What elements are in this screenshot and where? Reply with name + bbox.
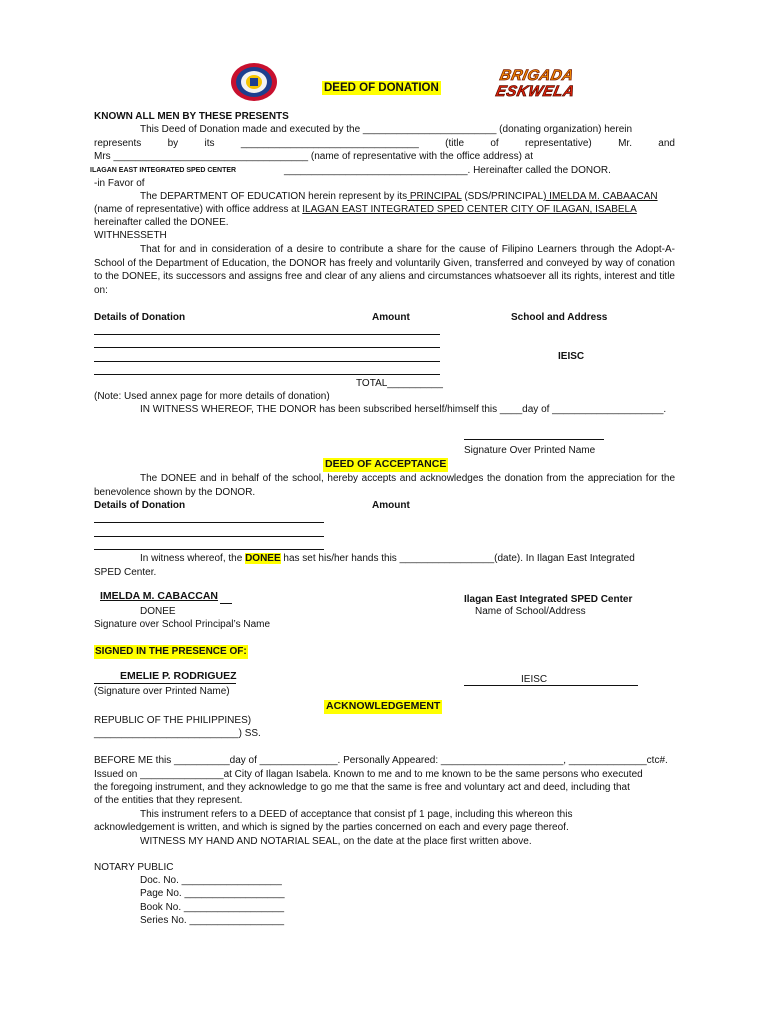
before-me-line: BEFORE ME this __________day of ______________. Personally Appeared: ______________________, ______________ctc#. [94,755,668,766]
acceptance-row-line [94,549,324,550]
department-line-2: (name of representative) with office address at ILAGAN EAST INTEGRATED SPED CENTER CITY OF ILAGAN, ISABELA [94,204,637,215]
acceptance-witness-line-2: SPED Center. [94,567,157,578]
known-all-men-heading: KNOWN ALL MEN BY THESE PRESENTS [94,111,289,122]
donor-witness-line: IN WITNESS WHEREOF, THE DONOR has been subscribed herself/himself this ____day of ____________________. [140,404,667,415]
donor-line: _________________________________. Hereinafter called the DONOR. [284,165,611,176]
amount-header: Amount [372,312,410,323]
department-line-1: The DEPARTMENT OF EDUCATION herein represent by its PRINCIPAL (SDS/PRINCIPAL) IMELDA M. CABAACAN [140,191,658,202]
principal-name-underline [220,603,232,604]
entities-line: of the entities that they represent. [94,795,243,806]
consideration-paragraph: That for and in consideration of a desire to contribute a share for the cause of Filipino Learners through the Adopt-A-School of the Department of Education, the DONOR has freely and voluntarily Given, transferred and conveyed by way of conation to the DONEE, its successors and assigns free and clear of any aliens and circumstances whatsoever all its rights, interest and title on: [94,244,675,296]
donation-row-line [94,334,440,335]
principal-signature-label: Signature over School Principal’s Name [94,619,271,630]
total-line: TOTAL__________ [356,378,443,389]
issued-on-line: Issued on _______________at City of Ilagan Isabela. Known to me and to me known to be the same persons who executed [94,769,643,780]
acceptance-witness-line: In witness whereof, the DONEE has set his/her hands this _________________(date). In Ilagan East Integrated [140,553,635,564]
acceptance-details-header: Details of Donation [94,500,186,511]
deped-seal-logo [230,62,278,102]
presence-right-line [464,685,638,686]
annex-note: (Note: Used annex page for more details of donation) [94,391,330,402]
foregoing-line: the foregoing instrument, and they acknowledge to go me that the same is free and voluntary act and deed, including that [94,782,630,793]
ss-line: __________________________) SS. [94,728,261,739]
book-no: Book No. __________________ [140,902,285,913]
in-favor-of: -in Favor of [94,178,145,189]
acceptance-row-line [94,536,324,537]
witness-signature-label: (Signature over Printed Name) [94,686,230,697]
witness-signature-line [94,683,236,684]
brigada-text: BRIGADA [498,67,576,84]
acknowledgement-title: ACKNOWLEDGEMENT [326,700,441,712]
witnesseth: WITHNESSETH [94,230,167,241]
deed-of-donation-title: DEED OF DONATION [324,82,439,94]
instrument-line-1: This instrument refers to a DEED of acceptance that consist pf 1 page, including this whereon this [140,809,573,820]
school-name: Ilagan East Integrated SPED Center [464,594,633,605]
department-line-3: hereinafter called the DONEE. [94,217,229,228]
witness-name: EMELIE P. RODRIGUEZ [120,670,237,682]
school-value: IEISC [558,351,585,362]
details-of-donation-header: Details of Donation [94,312,186,323]
doc-no: Doc. No. __________________ [140,875,282,886]
instrument-line-2: acknowledgement is written, and which is signed by the parties concerned on each and every page thereof. [94,822,569,833]
donor-signature-line [464,439,604,440]
brigada-eskwela-logo [496,68,590,104]
series-no: Series No. _________________ [140,915,285,926]
republic-line: REPUBLIC OF THE PHILIPPINES) [94,715,252,726]
donation-row-line [94,361,440,362]
principal-name: IMELDA M. CABACCAN [100,590,219,602]
presence-right-value: IEISC [521,674,548,685]
school-label: Name of School/Address [475,606,586,617]
donation-row-line [94,374,440,375]
acceptance-paragraph: The DONEE and in behalf of the school, hereby accepts and acknowledges the donation from the appreciation for the benevolence shown by the DONOR. [94,473,675,498]
acceptance-amount-header: Amount [372,500,410,511]
deed-paragraph-line-1: This Deed of Donation made and executed by the ________________________ (donating organization) herein [140,124,633,135]
notary-public-title: NOTARY PUBLIC [94,862,174,873]
deed-of-acceptance-title: DEED OF ACCEPTANCE [325,458,447,470]
school-and-address-header: School and Address [511,312,608,323]
principal-role: DONEE [140,606,176,617]
page-no: Page No. __________________ [140,888,285,899]
deed-paragraph-line-2: represents by its ________________________________ (title of representative) Mr. and [94,138,675,149]
acceptance-row-line [94,522,324,523]
signed-in-presence-title: SIGNED IN THE PRESENCE OF: [95,646,247,657]
donation-row-line [94,347,440,348]
donor-signature-label: Signature Over Printed Name [464,445,596,456]
deed-paragraph-line-3: Mrs ___________________________________ (name of representative with the office address) at [94,151,534,162]
eskwela-text: ESKWELA [494,83,577,100]
school-name-small: ILAGAN EAST INTEGRATED SPED CENTER [90,167,237,174]
witness-hand-line: WITNESS MY HAND AND NOTARIAL SEAL, on the date at the place first written above. [140,836,532,847]
